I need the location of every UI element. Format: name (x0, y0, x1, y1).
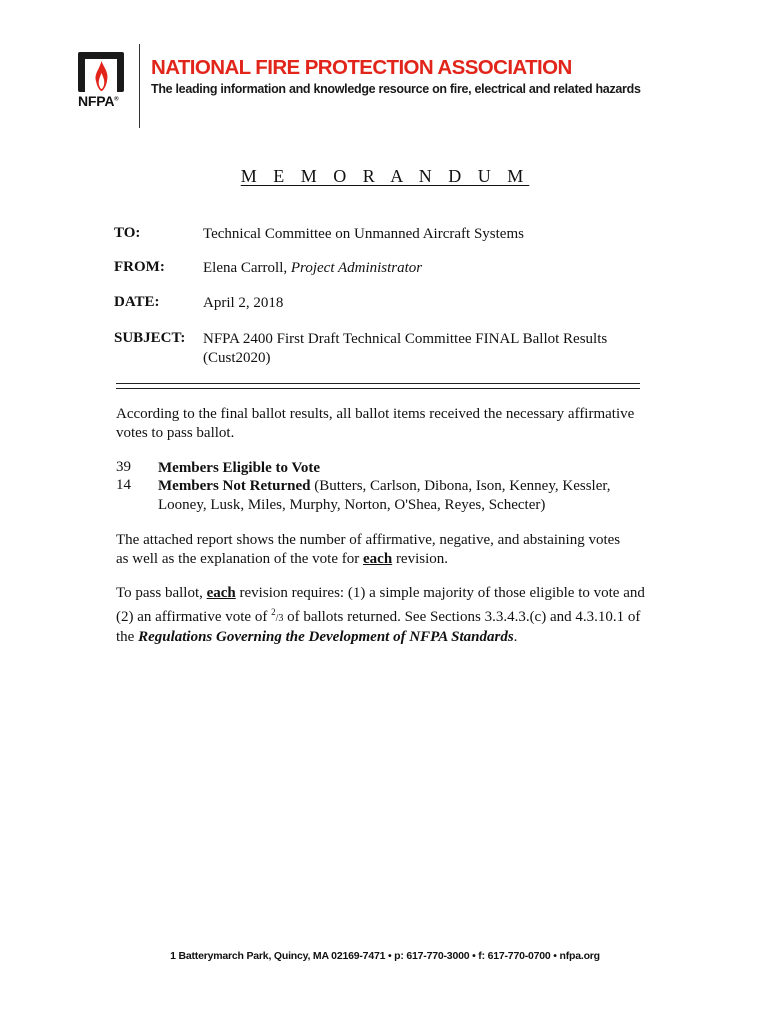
eligible-count: 39 (116, 459, 131, 475)
report-paragraph: The attached report shows the number of affirmative, negative, and abstaining votes as well as the explanation of the vote for each revision. (116, 532, 621, 567)
pass-criteria-paragraph: To pass ballot, each revision requires: (1) a simple majority of those eligible to vote and (2) an affirmative vote of $^2$/3 of ballots returned. See Sections 3.3.4.3.(c) and 4.3.10.1 of the Regulations Governing the Development of NFPA Standards. (116, 585, 645, 645)
nfpa-logo (78, 52, 130, 110)
memo-title: M E M O R A N D U M (240, 166, 530, 186)
logo-frame (78, 52, 124, 92)
to-label: TO: (114, 225, 141, 241)
subject-label: SUBJECT: (114, 330, 186, 346)
org-name: NATIONAL FIRE PROTECTION ASSOCIATION (151, 56, 572, 79)
eligible-label: Members Eligible to Vote (158, 460, 321, 476)
letterhead-divider (139, 44, 140, 128)
from-label: FROM: (114, 259, 165, 275)
org-tagline: The leading information and knowledge resource on fire, electrical and related hazards (151, 82, 641, 96)
header-double-rule (116, 383, 640, 389)
not-returned-list: Members Not Returned (Butters, Carlson, Dibona, Ison, Kenney, Kessler, Looney, Lusk, Miles, Murphy, Norton, O'Shea, Reyes, Schecter) (158, 478, 611, 513)
date-value: April 2, 2018 (203, 295, 284, 311)
to-value: Technical Committee on Unmanned Aircraft Systems (203, 226, 524, 242)
subject-value: NFPA 2400 First Draft Technical Committee FINAL Ballot Results (Cust2020) (203, 331, 608, 366)
results-paragraph: According to the final ballot results, all ballot items received the necessary affirmative votes to pass ballot. (116, 406, 635, 441)
not-returned-count: 14 (116, 477, 131, 493)
logo-wordmark: NFPA® (78, 93, 119, 109)
date-label: DATE: (114, 294, 160, 310)
flame-icon (94, 61, 109, 91)
from-value: Elena Carroll, Project Administrator (203, 260, 423, 276)
letterhead-footer: 1 Batterymarch Park, Quincy, MA 02169-7471 • p: 617-770-3000 • f: 617-770-0700 • nfpa.org (170, 950, 600, 962)
